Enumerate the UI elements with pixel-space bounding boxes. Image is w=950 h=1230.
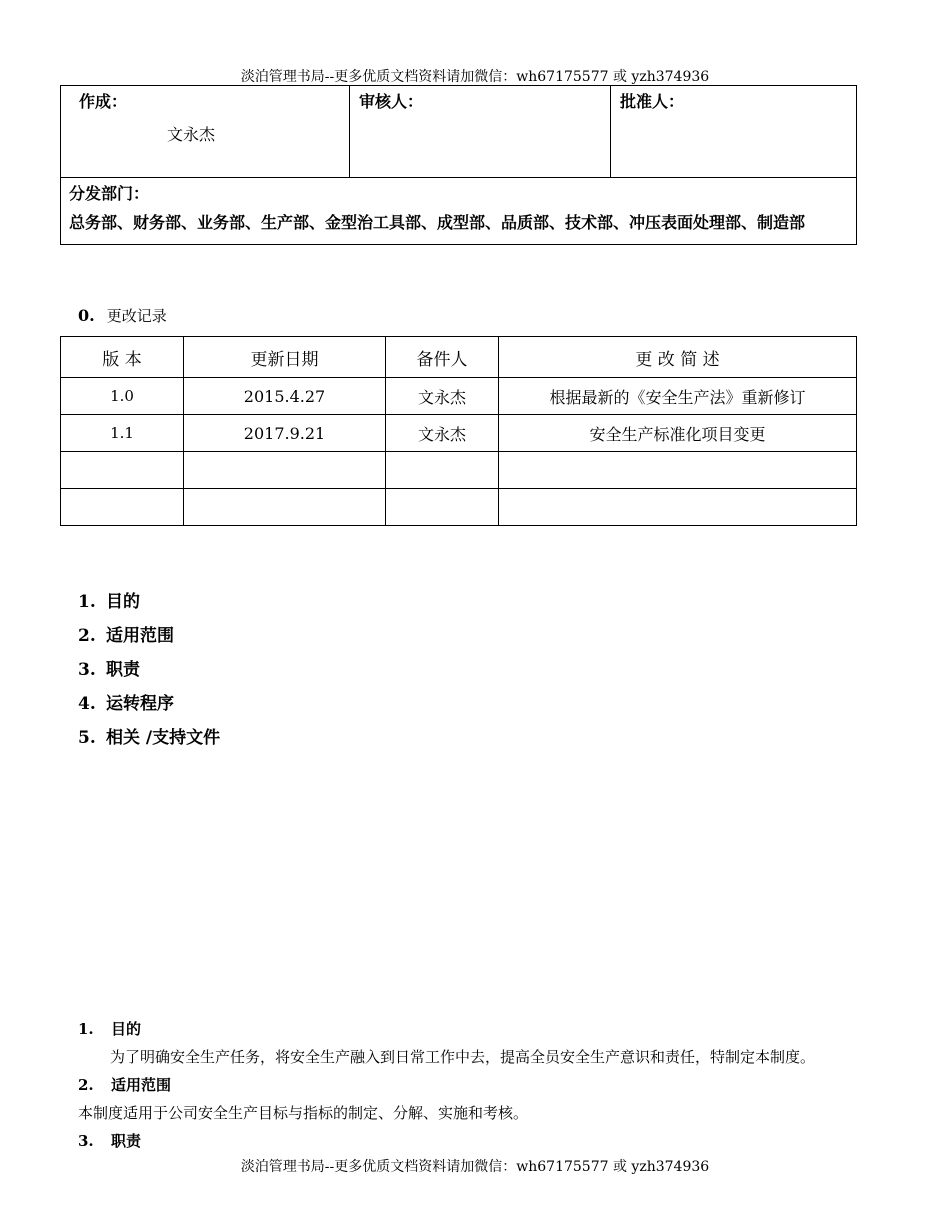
header-person: 备件人 xyxy=(386,337,499,378)
table-row xyxy=(61,489,857,526)
cell-version: 1.1 xyxy=(61,415,184,452)
page-footer-note: 淡泊管理书局--更多优质文档资料请加微信：wh67175577 或 yzh374936 xyxy=(240,1159,710,1175)
change-record-number: 0. xyxy=(78,306,95,325)
header-version: 版 本 xyxy=(61,337,184,378)
cell-date: 2017.9.21 xyxy=(184,415,386,452)
cell-version xyxy=(61,489,184,526)
change-record-table xyxy=(60,336,857,526)
section-duties xyxy=(78,1130,141,1151)
toc-title: 目的 xyxy=(106,592,140,612)
toc-number: 3. xyxy=(78,660,96,680)
cell-person: 文永杰 xyxy=(386,378,499,415)
approver-label: 批准人： xyxy=(620,92,685,111)
approval-table xyxy=(60,85,857,245)
cell-summary: 安全生产标准化项目变更 xyxy=(499,415,857,452)
header-date: 更新日期 xyxy=(184,337,386,378)
toc-item xyxy=(78,658,220,692)
section-number: 3. xyxy=(78,1132,94,1150)
section-title: 目的 xyxy=(111,1020,142,1038)
section-purpose xyxy=(78,1018,141,1039)
section-scope xyxy=(78,1074,171,1095)
section-purpose-text: 为了明确安全生产任务，将安全生产融入到日常工作中去，提高全员安全生产意识和责任，特制定本制度。 xyxy=(110,1048,816,1066)
distribution-cell xyxy=(61,178,857,245)
section-heading xyxy=(78,1074,171,1095)
toc-number: 2. xyxy=(78,626,96,646)
section-scope-text: 本制度适用于公司安全生产目标与指标的制定、分解、实施和考核。 xyxy=(78,1104,529,1122)
toc-item xyxy=(78,624,220,658)
cell-summary xyxy=(499,489,857,526)
toc-number: 5. xyxy=(78,728,96,748)
section-number: 1. xyxy=(78,1020,94,1038)
toc-item xyxy=(78,590,220,624)
change-record-title: 更改记录 xyxy=(106,307,167,325)
reviewer-cell xyxy=(350,86,611,178)
toc-number: 4. xyxy=(78,694,96,714)
section-heading xyxy=(78,1018,141,1039)
table-of-contents xyxy=(78,590,220,760)
toc-title: 职责 xyxy=(106,660,140,680)
author-name: 文永杰 xyxy=(167,125,216,144)
author-cell xyxy=(61,86,350,178)
page-header-note: 淡泊管理书局--更多优质文档资料请加微信：wh67175577 或 yzh374936 xyxy=(240,69,710,85)
table-row xyxy=(61,415,857,452)
reviewer-label: 审核人： xyxy=(359,92,424,111)
table-row xyxy=(61,378,857,415)
change-record-heading xyxy=(78,305,167,326)
table-header-row xyxy=(61,337,857,378)
cell-person xyxy=(386,489,499,526)
toc-number: 1. xyxy=(78,592,96,612)
toc-item xyxy=(78,726,220,760)
section-title: 适用范围 xyxy=(111,1076,172,1094)
cell-date xyxy=(184,452,386,489)
section-number: 2. xyxy=(78,1076,94,1094)
cell-person: 文永杰 xyxy=(386,415,499,452)
section-title: 职责 xyxy=(111,1132,142,1150)
distribution-label: 分发部门： xyxy=(69,184,150,203)
toc-title: 运转程序 xyxy=(106,694,174,714)
cell-version xyxy=(61,452,184,489)
cell-date xyxy=(184,489,386,526)
toc-title: 相关 /支持文件 xyxy=(106,728,221,748)
approver-cell xyxy=(611,86,857,178)
toc-item xyxy=(78,692,220,726)
distribution-departments: 总务部、财务部、业务部、生产部、金型治工具部、成型部、品质部、技术部、冲压表面处理部、制造部 xyxy=(69,213,806,232)
cell-version: 1.0 xyxy=(61,378,184,415)
table-row xyxy=(61,452,857,489)
author-label: 作成： xyxy=(79,92,128,111)
toc-title: 适用范围 xyxy=(106,626,174,646)
section-heading xyxy=(78,1130,141,1151)
cell-date: 2015.4.27 xyxy=(184,378,386,415)
cell-summary: 根据最新的《安全生产法》重新修订 xyxy=(499,378,857,415)
cell-person xyxy=(386,452,499,489)
cell-summary xyxy=(499,452,857,489)
header-summary: 更 改 简 述 xyxy=(499,337,857,378)
